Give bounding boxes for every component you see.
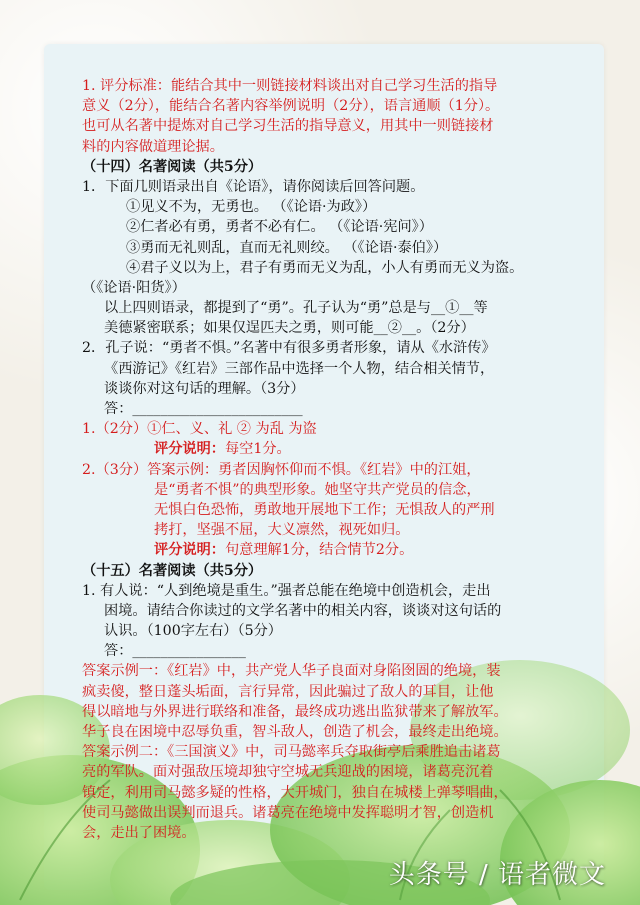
text-line: ①见义不为，无勇也。 （《论语·为政》） bbox=[126, 199, 377, 216]
text-line: 无惧白色恐怖，勇敢地开展地下工作；无惧敌人的严刑 bbox=[154, 501, 495, 518]
text-line: 美德紧密联系；如果仅逞匹夫之勇，则可能__②__。（2分） bbox=[104, 320, 475, 337]
text-line: 料的内容做道理论据。 bbox=[82, 138, 224, 155]
text-line: 2.（3分）答案示例：勇者因胸怀仰而不惧。《红岩》中的江姐， bbox=[82, 461, 481, 478]
text-line: 以上四则语录，都提到了“勇”。孔子认为“勇”总是与__①__等 bbox=[104, 300, 488, 317]
text-line bbox=[82, 439, 582, 459]
text-line: 亮的军队。面对强敌压境却独守空城无兵迎战的困境，诸葛亮沉着 bbox=[82, 764, 494, 781]
text-line: 1. 评分标准：能结合其中一则链接材料谈出对自己学习生活的指导 bbox=[82, 78, 498, 94]
text-line: ③勇而无礼则乱，直而无礼则绞。 （《论语·泰伯》） bbox=[126, 239, 448, 256]
scoring-note-text: 句意理解1分，结合情节2分。 bbox=[224, 542, 414, 559]
text-line: 答案示例二：《三国演义》中，司马懿率兵夺取街亭后乘胜追击诸葛 bbox=[82, 744, 501, 761]
text-line bbox=[82, 540, 582, 560]
scoring-note-label: 评分说明： bbox=[154, 441, 225, 458]
scoring-note-text: 每空1分。 bbox=[224, 441, 291, 458]
text-line: （《论语·阳货》） bbox=[82, 279, 186, 296]
text-line: 拷打，坚强不屈，大义凛然，视死如归。 bbox=[154, 522, 410, 539]
text-line: 困境。请结合你读过的文学名著中的相关内容，谈谈对这句话的 bbox=[104, 602, 502, 619]
text-line: 也可从名著中提炼对自己学习生活的指导意义，用其中一则链接材 bbox=[82, 118, 494, 135]
text-line: 《西游记》《红岩》三部作品中选择一个人物，结合相关情节， bbox=[104, 360, 495, 377]
text-line: 答案示例一：《红岩》中，共产党人华子良面对身陷囹圄的绝境，装 bbox=[82, 663, 501, 680]
text-line: 答：________________ bbox=[104, 643, 246, 660]
text-line: （十五）名著阅读（共5分） bbox=[82, 562, 263, 579]
text-line: 意义（2分），能结合名著内容举例说明（2分），语言通顺（1分）。 bbox=[82, 98, 500, 115]
document-body bbox=[82, 76, 582, 843]
text-line: 答：________________________ bbox=[104, 401, 303, 417]
text-line: ②仁者必有勇，勇者不必有仁。 （《论语·宪问》） bbox=[126, 219, 433, 236]
text-line: （十四）名著阅读（共5分） bbox=[82, 158, 263, 175]
text-line: 谈谈你对这句话的理解。（3分） bbox=[104, 380, 305, 397]
text-line: 华子良在困境中忍辱负重，智斗敌人，创造了机会，最终走出绝境。 bbox=[82, 724, 508, 740]
text-line: 1.（2分）①仁、义、礼 ② 为乱 为盗 bbox=[82, 421, 317, 438]
text-line: 1．下面几则语录出自《论语》，请你阅读后回答问题。 bbox=[82, 178, 425, 195]
text-line: 认识。（100字左右）（5分） bbox=[104, 623, 282, 640]
text-line: 镇定，利用司马懿多疑的性格，大开城门，独自在城楼上弹琴唱曲， bbox=[82, 784, 508, 801]
text-line: 得以暗地与外界进行联络和准备，最终成功逃出监狱带来了解放军。 bbox=[82, 703, 508, 720]
watermark: 头条号 / 语者微文 bbox=[388, 860, 606, 890]
text-line: 2．孔子说：“勇者不惧。”名著中有很多勇者形象，请从《水浒传》 bbox=[82, 340, 496, 357]
text-line: 疯卖傻，整日蓬头垢面，言行异常，因此骗过了敌人的耳目，让他 bbox=[82, 683, 494, 700]
text-line: 使司马懿做出误判而退兵。诸葛亮在绝境中发挥聪明才智，创造机 bbox=[82, 804, 494, 821]
scoring-note-label: 评分说明： bbox=[154, 542, 225, 559]
text-line: ④君子义以为上，君子有勇而无义为乱，小人有勇而无义为盗。 bbox=[126, 259, 524, 276]
text-line: 是“勇者不惧”的典型形象。她坚守共产党员的信念， bbox=[154, 481, 481, 498]
text-line: 1. 有人说：“人到绝境是重生。”强者总能在绝境中创造机会，走出 bbox=[82, 582, 491, 599]
text-line: 会，走出了困境。 bbox=[82, 824, 196, 841]
